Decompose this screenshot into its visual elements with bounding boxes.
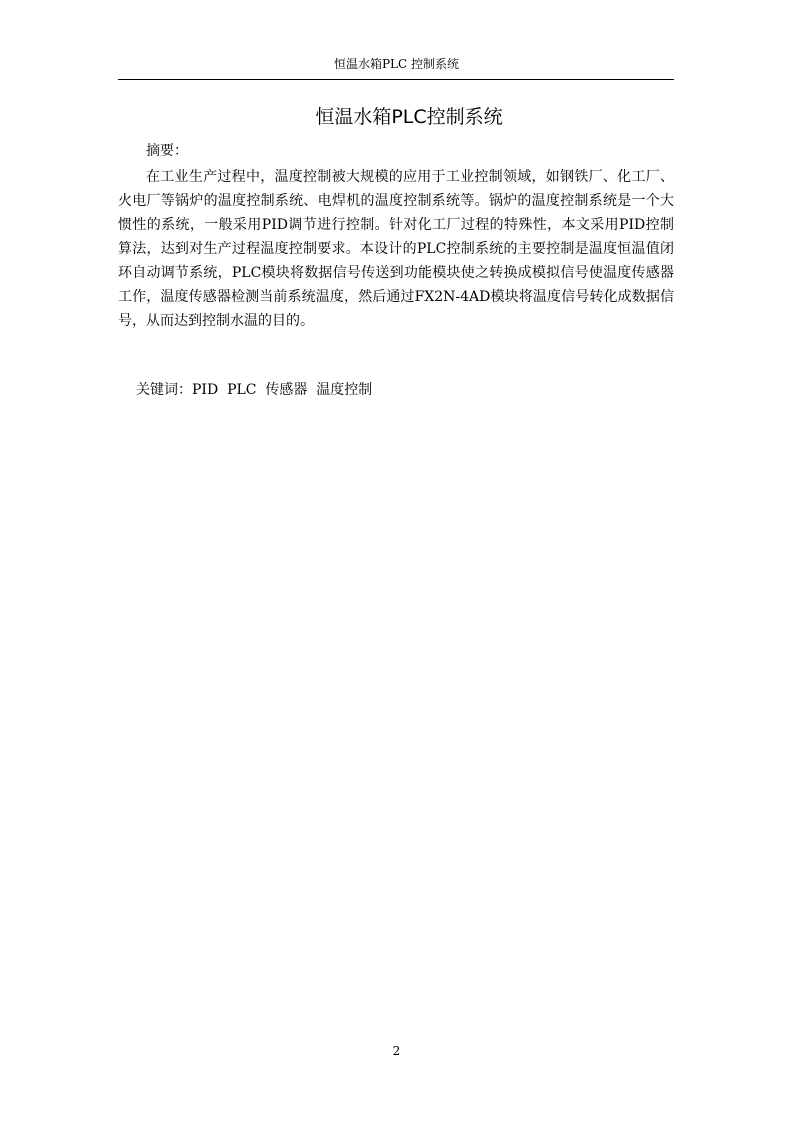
header-divider (118, 79, 674, 80)
abstract-label: 摘要： (146, 143, 188, 159)
keywords-line: 关键词：PID PLC 传感器 温度控制 (136, 382, 373, 398)
document-title: 恒温水箱PLC控制系统 (315, 106, 503, 128)
abstract-paragraph: 在工业生产过程中，温度控制被大规模的应用于工业控制领域，如钢铁厂、化工厂、火电厂等锅炉的温度控制系统、电焊机的温度控制系统等。锅炉的温度控制系统是一个大惯性的系统，一般采用PID调节进行控制。针对化工厂过程的特殊性，本文采用PID控制算法，达到对生产过程温度控制要求。本设计的PLC控制系统的主要控制是温度恒温值闭环自动调节系统，PLC模块将数据信号传送到功能模块使之转换成模拟信号使温度传感器工作，温度传感器检测当前系统温度，然后通过FX2N-4AD模块将温度信号转化成数据信号，从而达到控制水温的目的。 (118, 169, 674, 329)
running-header: 恒温水箱PLC 控制系统 (333, 57, 460, 71)
page-number: 2 (392, 1044, 401, 1058)
